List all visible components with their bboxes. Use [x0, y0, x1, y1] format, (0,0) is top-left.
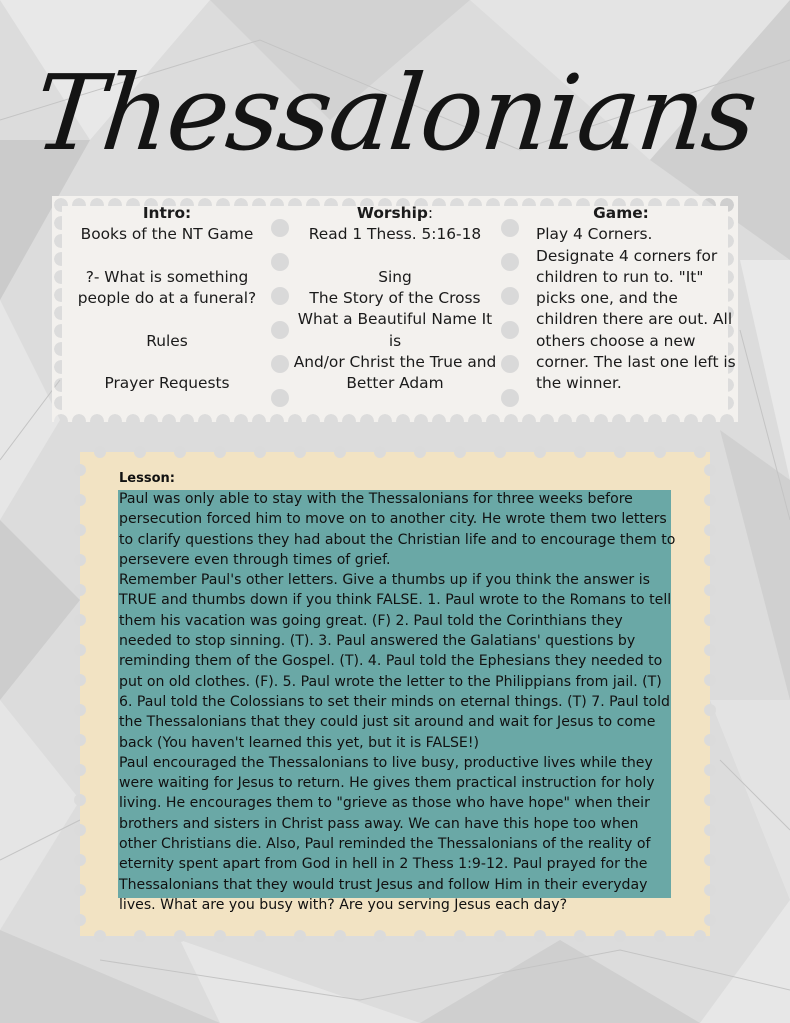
game-lines: Play 4 Corners. Designate 4 corners for children to run to. "It" picks one, and the children there are out. All others choose a new corner. The last one left is the winner.: [536, 225, 736, 393]
intro-lines: Books of the NT Game ?- What is something people do at a funeral? Rules Prayer Requests: [77, 225, 257, 393]
worship-column: [290, 203, 500, 395]
lesson-text: Paul was only able to stay with the Thessalonians for three weeks before persecution forced him to move on to another city. He wrote them two letters to clarify questions they had about the Christian life and to encourage them to persevere even through times of grief. Remember Paul's other letters. Give a thumbs up if you think the answer is TRUE and thumbs down if you think FALSE. 1. Paul wrote to the Romans to tell them his vacation was going great. (F) 2. Paul told the Corinthians they needed to stop sinning. (T). 3. Paul answered the Galatians' questions by reminding them of the Gospel. (T). 4. Paul told the Ephesians they needed to put on old clothes. (F). 5. Paul wrote the letter to the Philippians from jail. (T) 6. Paul told the Colossians to set their minds on eternal things. (T) 7. Paul told the Thessalonians that they could just sit around and wait for Jesus to come back (You haven't learned this yet, but it is FALSE!) Paul encouraged the Thessalonians to live busy, productive lives while they were waiting for Jesus to return. He gives them practical instruction for holy living. He encourages them to "grieve as those who have hope" when their brothers and sisters in Christ pass away. We can have this hope too when other Christians die. Also, Paul reminded the Thessalonians of the reality of eternity spent apart from God in hell in 2 Thess 1:9-12. Paul prayed for the Thessalonians that they would trust Jesus and follow Him in their everyday lives. What are you busy with? Are you serving Jesus each day?: [119, 491, 676, 913]
worship-lines: Read 1 Thess. 5:16-18 Sing The Story of the Cross What a Beautiful Name It is And/or Christ the True and Better Adam: [293, 225, 497, 393]
worship-colon: :: [427, 204, 434, 222]
page-title: Thessalonians: [29, 52, 761, 174]
game-heading: Game:: [593, 204, 649, 222]
intro-column: [62, 203, 272, 395]
lesson-label: Lesson:: [119, 471, 175, 486]
game-column: [506, 203, 736, 395]
worship-heading: Worship: [356, 204, 428, 222]
intro-heading: Intro:: [142, 204, 192, 222]
